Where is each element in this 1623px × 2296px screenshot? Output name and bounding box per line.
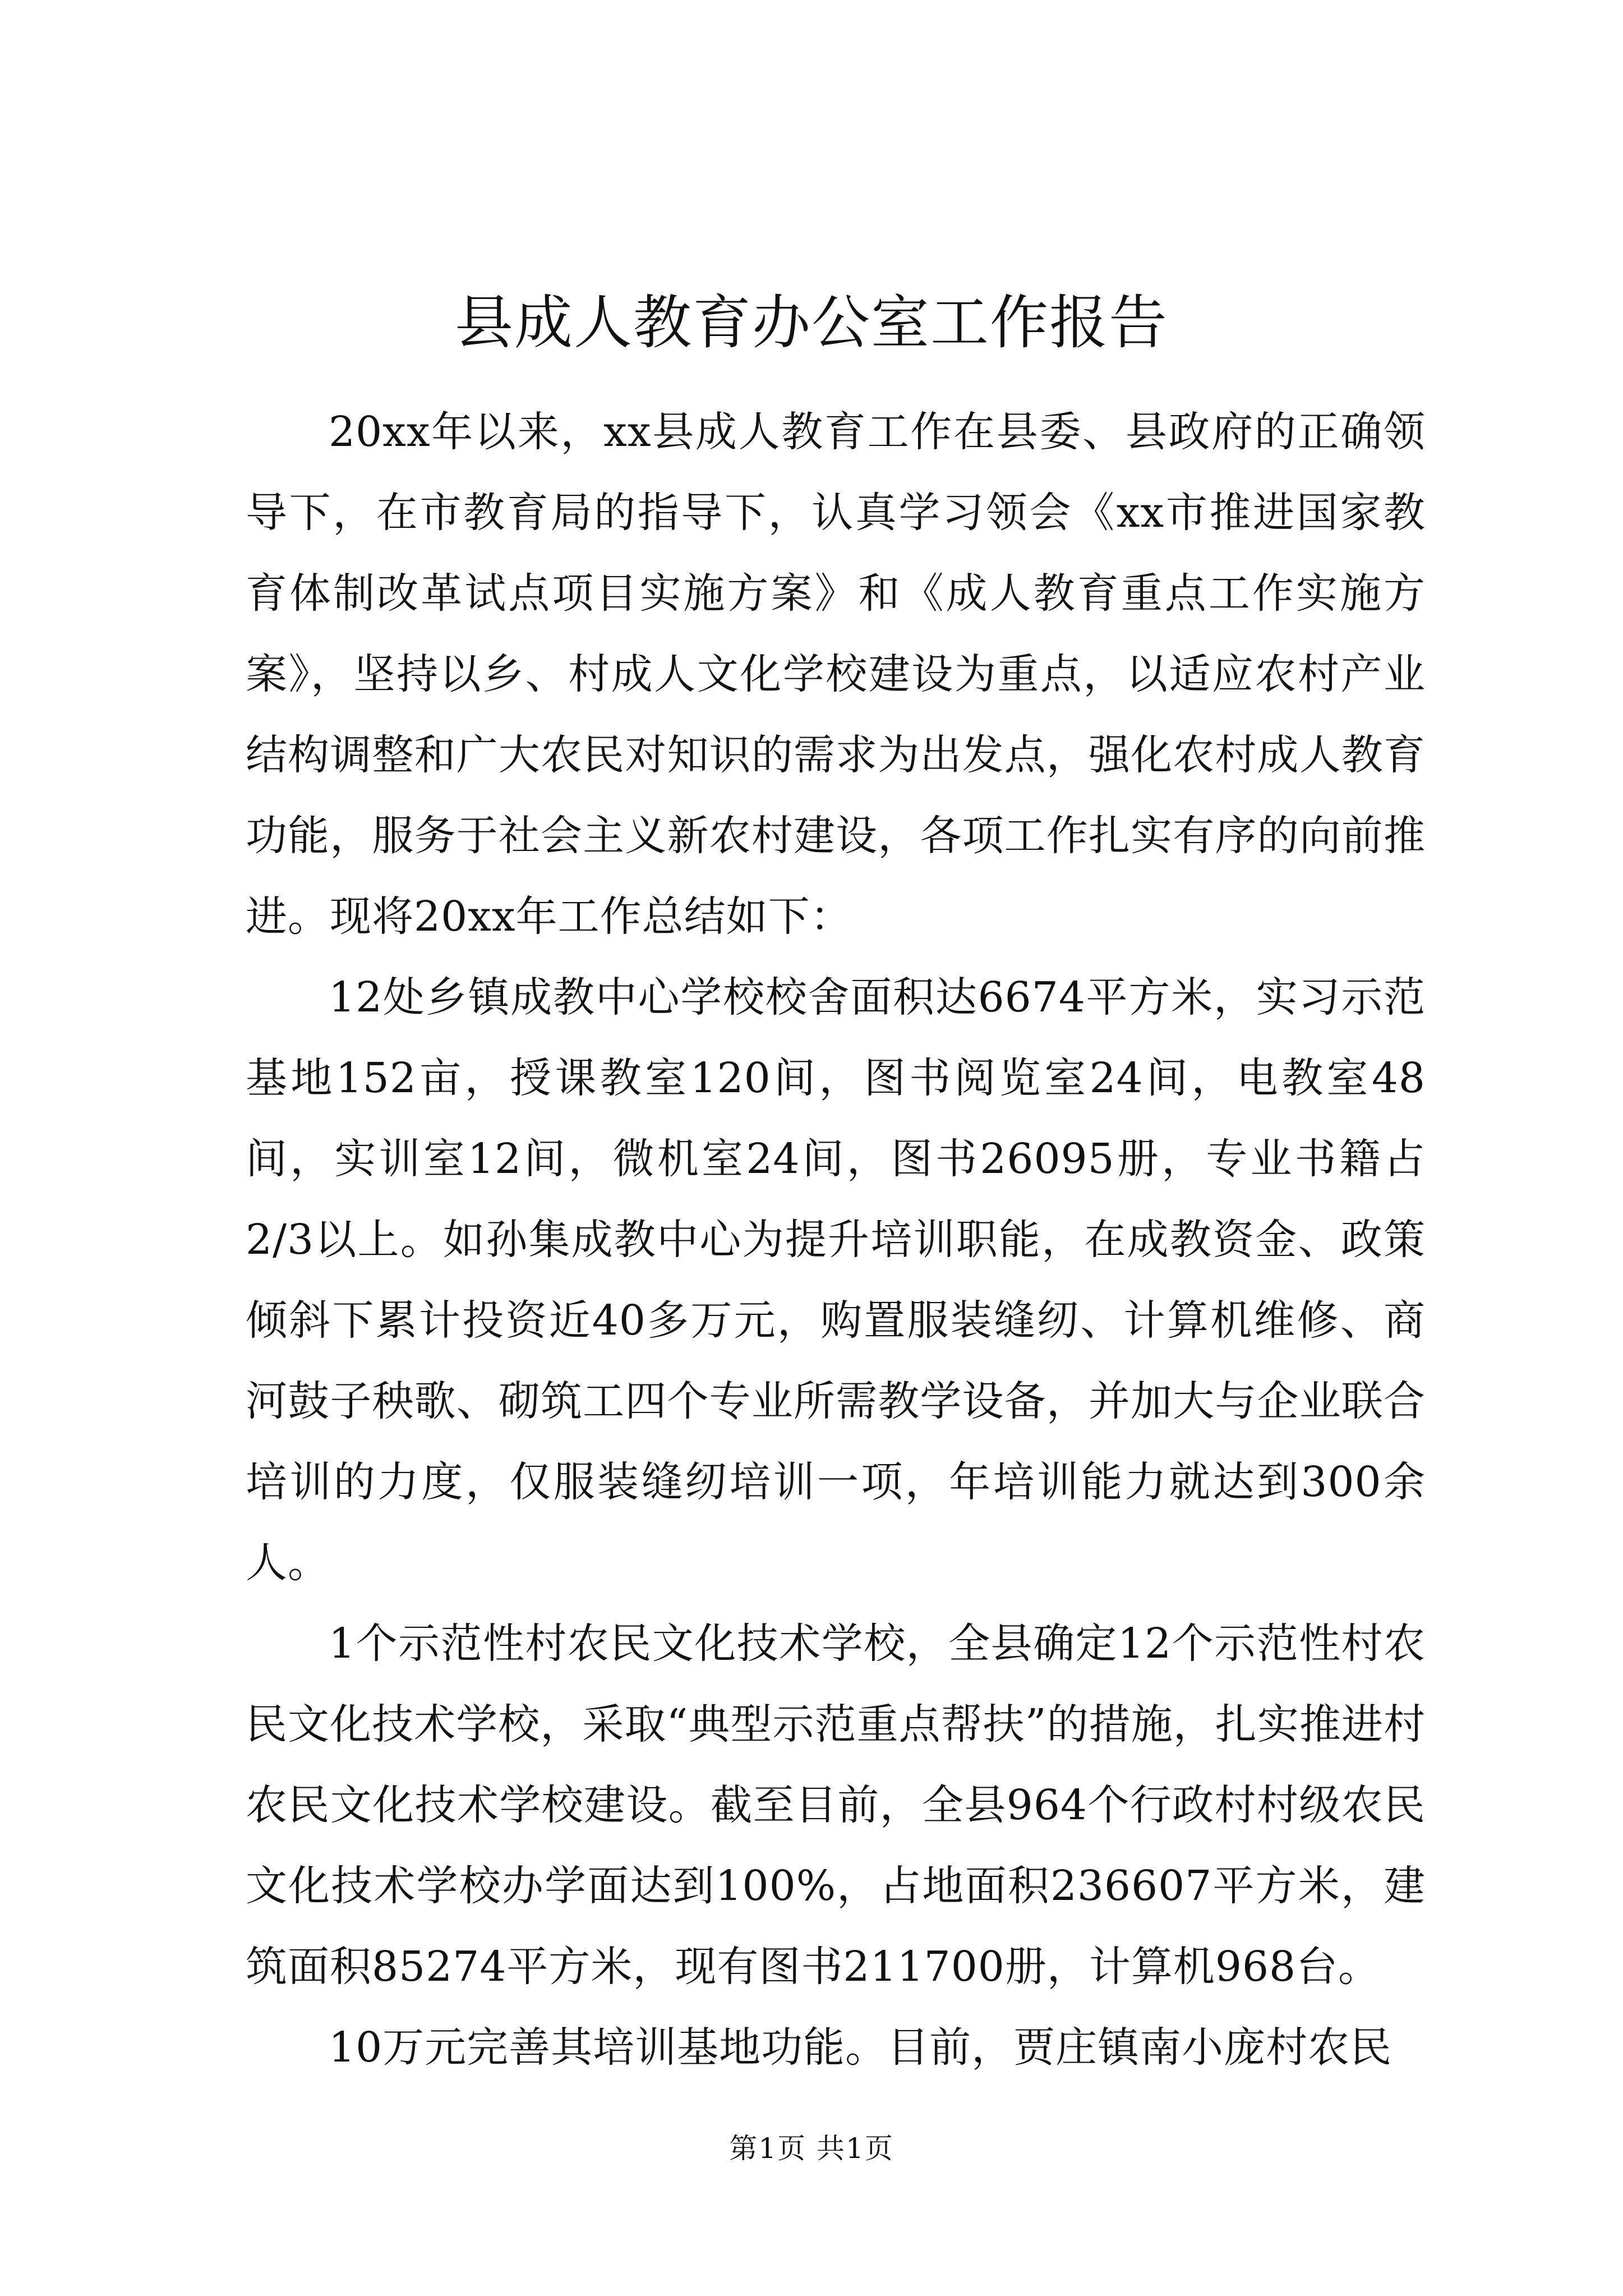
paragraph-township-centers: 12处乡镇成教中心学校校舍面积达6674平方米，实习示范基地152亩，授课教室120间，图书阅览室24间，电教室48间，实训室12间，微机室24间，图书26095册，专业书籍占2/3以上。如孙集成教中心为提升培训职能，在成教资金、政策倾斜下累计投资近40多万元，购置服装缝纫、计算机维修、商河鼓子秧歌、砌筑工四个专业所需教学设备，并加大与企业联合培训的力度，仅服装缝纫培训一项，年培训能力就达到300余人。	[246, 973, 1426, 1587]
document-title: 县成人教育办公室工作报告	[454, 288, 1168, 357]
paragraph-intro: 20xx年以来，xx县成人教育工作在县委、县政府的正确领导下，在市教育局的指导下，认真学习领会《xx市推进国家教育体制改革试点项目实施方案》和《成人教育重点工作实施方案》，坚持以乡、村成人文化学校建设为重点，以适应农村产业结构调整和广大农民对知识的需求为出发点，强化农村成人教育功能，服务于社会主义新农村建设，各项工作扎实有序的向前推进。现将20xx年工作总结如下：	[246, 408, 1426, 941]
paragraph-training-base: 10万元完善其培训基地功能。目前，贾庄镇南小庞村农民	[329, 2023, 1393, 2072]
document-body	[246, 392, 1426, 2088]
page-footer: 第1页 共1页	[729, 2132, 894, 2165]
paragraph-village-schools: 1个示范性村农民文化技术学校，全县确定12个示范性村农民文化技术学校，采取“典型示范重点帮扶”的措施，扎实推进村农民文化技术学校建设。截至目前，全县964个行政村村级农民文化技术学校办学面达到100%，占地面积236607平方米，建筑面积85274平方米，现有图书211700册，计算机968台。	[246, 1619, 1426, 1991]
